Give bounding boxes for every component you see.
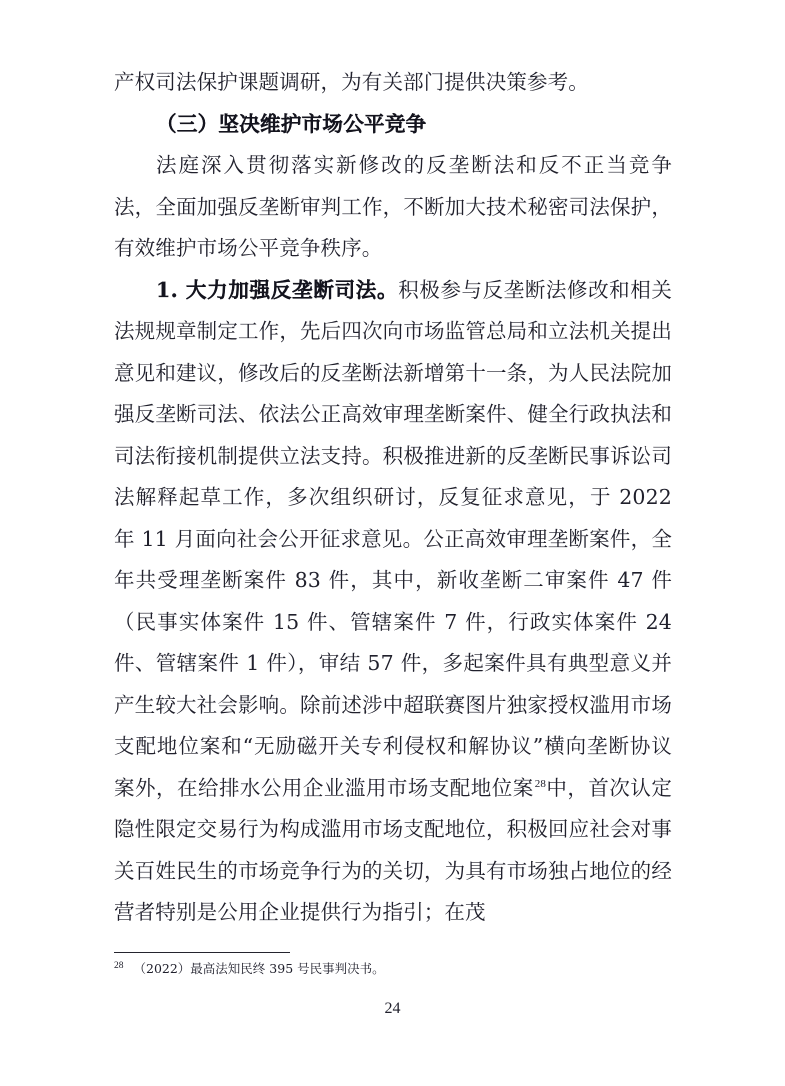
footnote-item	[114, 959, 674, 979]
footnote-marker: 28	[114, 960, 124, 971]
item-1-body-after-ref: 中，首次认定隐性限定交易行为构成滥用市场支配地位，积极回应社会对事关百姓民生的市场竞争行为的关切，为具有市场独占地位的经营者特别是公用企业提供行为指引；在茂	[114, 775, 673, 924]
page-body	[114, 62, 672, 934]
intro-paragraph: 法庭深入贯彻落实新修改的反垄断法和反不正当竞争法，全面加强反垄断审判工作，不断加大技术秘密司法保护，有效维护市场公平竞争秩序。	[114, 153, 672, 260]
item-1-paragraph	[114, 270, 672, 934]
section-heading: （三）坚决维护市场公平竞争	[156, 111, 427, 136]
item-1-body-before-ref: 积极参与反垄断法修改和相关法规规章制定工作，先后四次向市场监管总局和立法机关提出意见和建议，修改后的反垄断法新增第十一条，为人民法院加强反垄断司法、依法公正高效审理垄断案件、健全行政执法和司法衔接机制提供立法支持。积极推进新的反垄断民事诉讼司法解释起草工作，多次组织研讨，反复征求意见，于 2022 年 11 月面向社会公开征求意见。公正高效审理垄断案件，全年共受理垄断案件 83 件，其中，新收垄断二审案件 47 件（民事实体案件 15 件、管辖案件 7 件，行政实体案件 24 件、管辖案件 1 件），审结 57 件，多起案件具有典型意义并产生较大社会影响。除前述涉中超联赛图片独家授权滥用市场支配地位案和“无励磁开关专利侵权和解协议”横向垄断协议案外，在给排水公用企业滥用市场支配地位案	[114, 277, 672, 800]
footnote-area	[114, 952, 674, 979]
footnote-reference-28[interactable]: 28	[534, 777, 547, 790]
item-1-run-head: 1. 大力加强反垄断司法。	[156, 277, 399, 302]
footnote-text: （2022）最高法知民终 395 号民事判决书。	[133, 961, 385, 976]
carryover-paragraph: 产权司法保护课题调研，为有关部门提供决策参考。	[114, 70, 589, 94]
page-number: 24	[384, 1000, 401, 1017]
footnote-separator-rule	[114, 952, 290, 953]
